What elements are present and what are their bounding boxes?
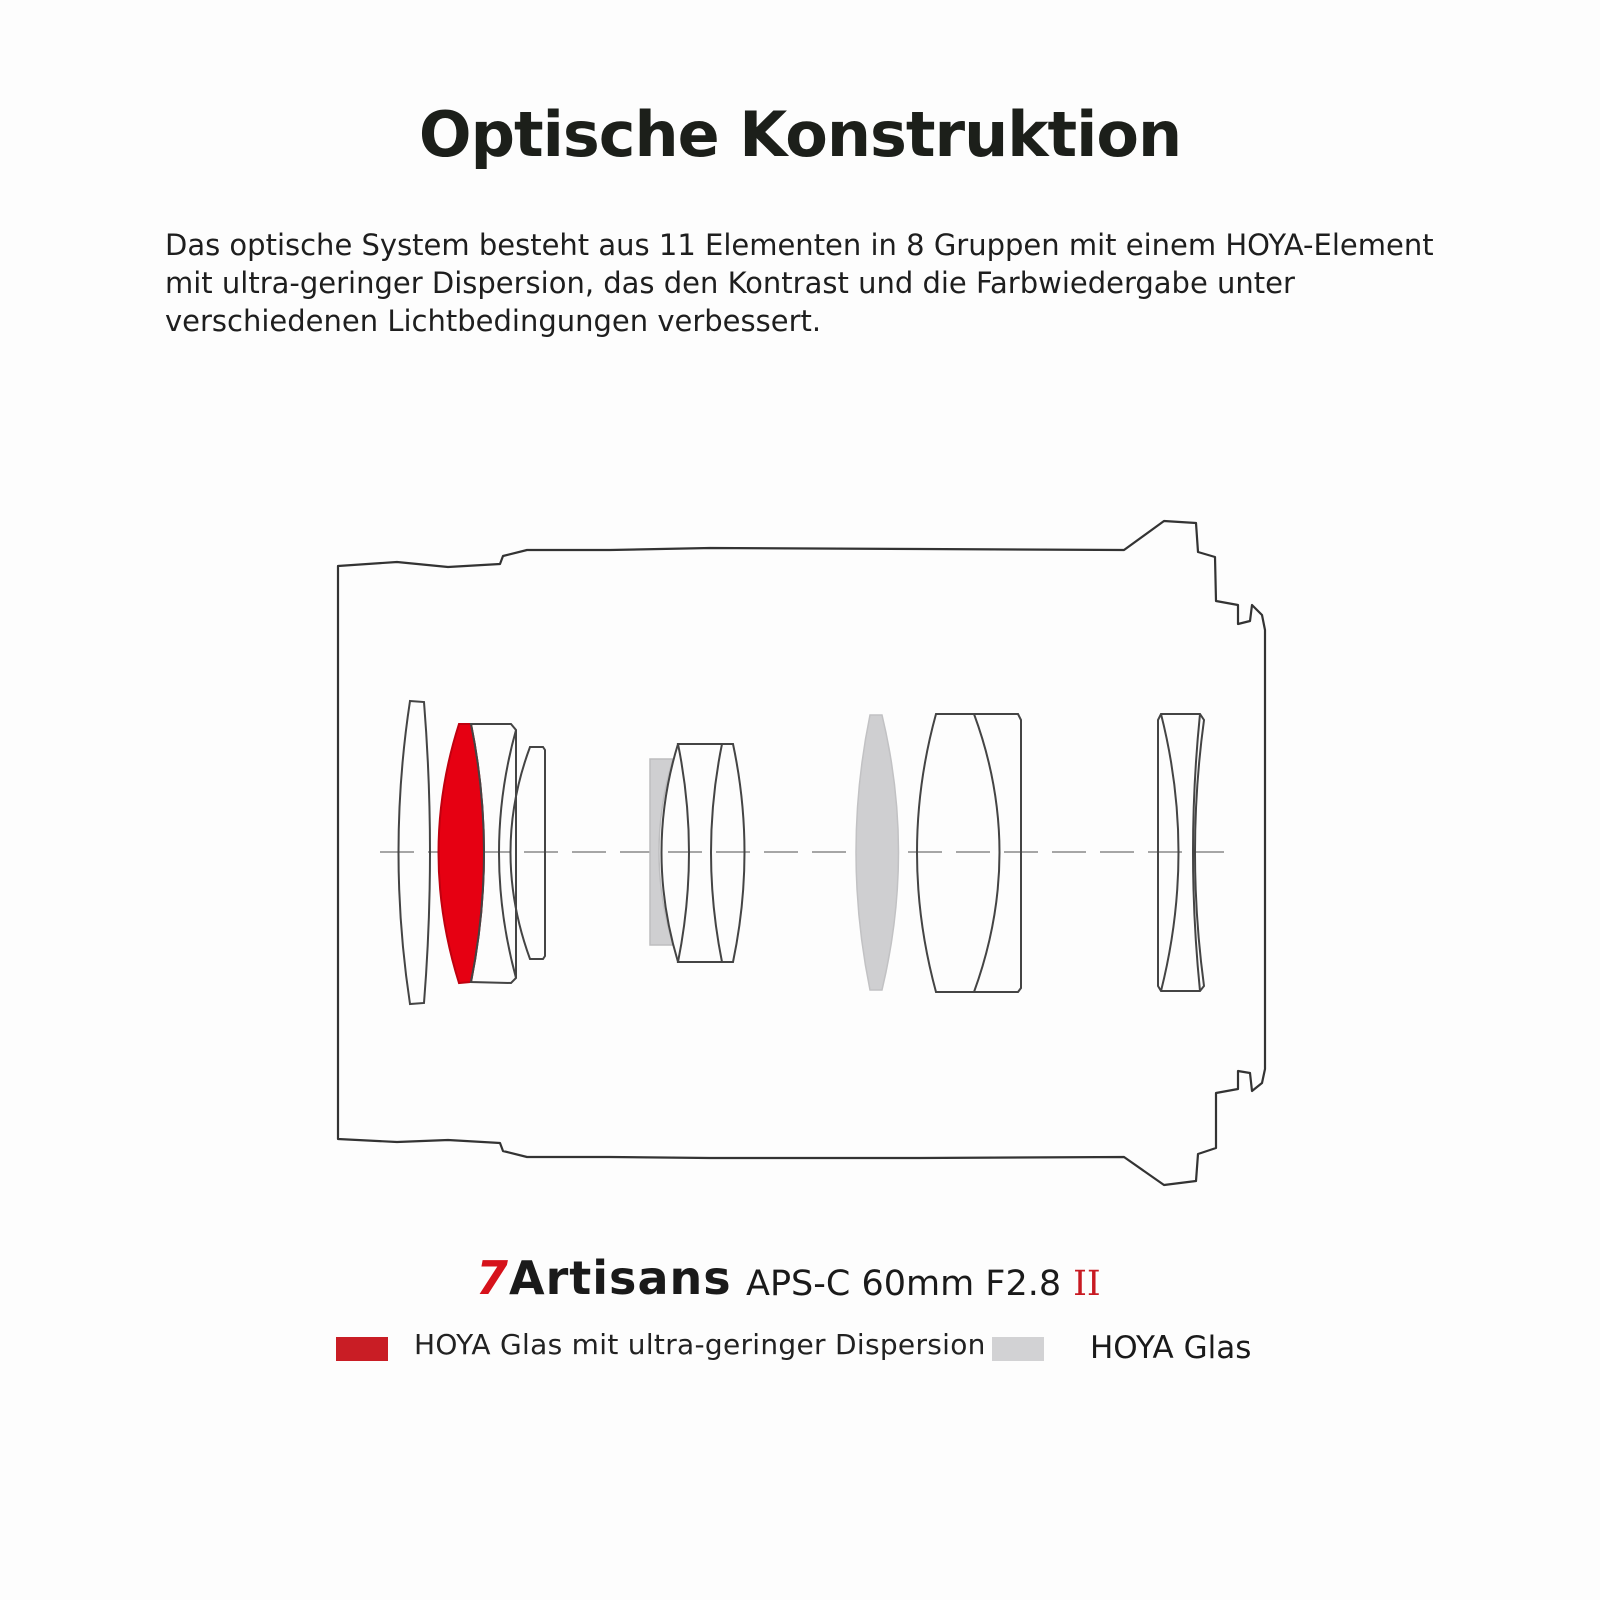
lens-element-10	[974, 714, 1021, 992]
lens-element-3-inner-curve	[499, 730, 516, 978]
legend-swatch-ud-glass	[336, 1337, 388, 1361]
legend-label-hoya-glass: HOYA Glas	[1090, 1330, 1252, 1366]
model-name	[746, 1264, 1101, 1304]
lens-element-7	[722, 744, 745, 962]
legend-label-ud-glass: HOYA Glas mit ultra-geringer Dispersion	[414, 1328, 986, 1361]
lens-element-8-hoya-glass	[856, 715, 899, 990]
lens-element-9	[917, 714, 1000, 992]
brand-logo-seven: 7	[476, 1251, 510, 1305]
description-text: Das optische System besteht aus 11 Elementen in 8 Gruppen mit einem HOYA-Element mit ultra-geringer Dispersion, das den Kontrast und die Farbwiedergabe unter verschiedenen Lichtbedingungen verbessert.	[165, 228, 1434, 338]
lens-element-6	[678, 744, 722, 962]
legend-swatch-hoya-glass	[992, 1337, 1044, 1361]
brand-logo	[476, 1251, 732, 1305]
model-text: APS-C 60mm F2.8	[746, 1264, 1062, 1304]
page-title: Optische Konstruktion	[418, 98, 1182, 171]
brand-logo-name: Artisans	[509, 1251, 732, 1305]
model-generation: II	[1073, 1264, 1101, 1304]
